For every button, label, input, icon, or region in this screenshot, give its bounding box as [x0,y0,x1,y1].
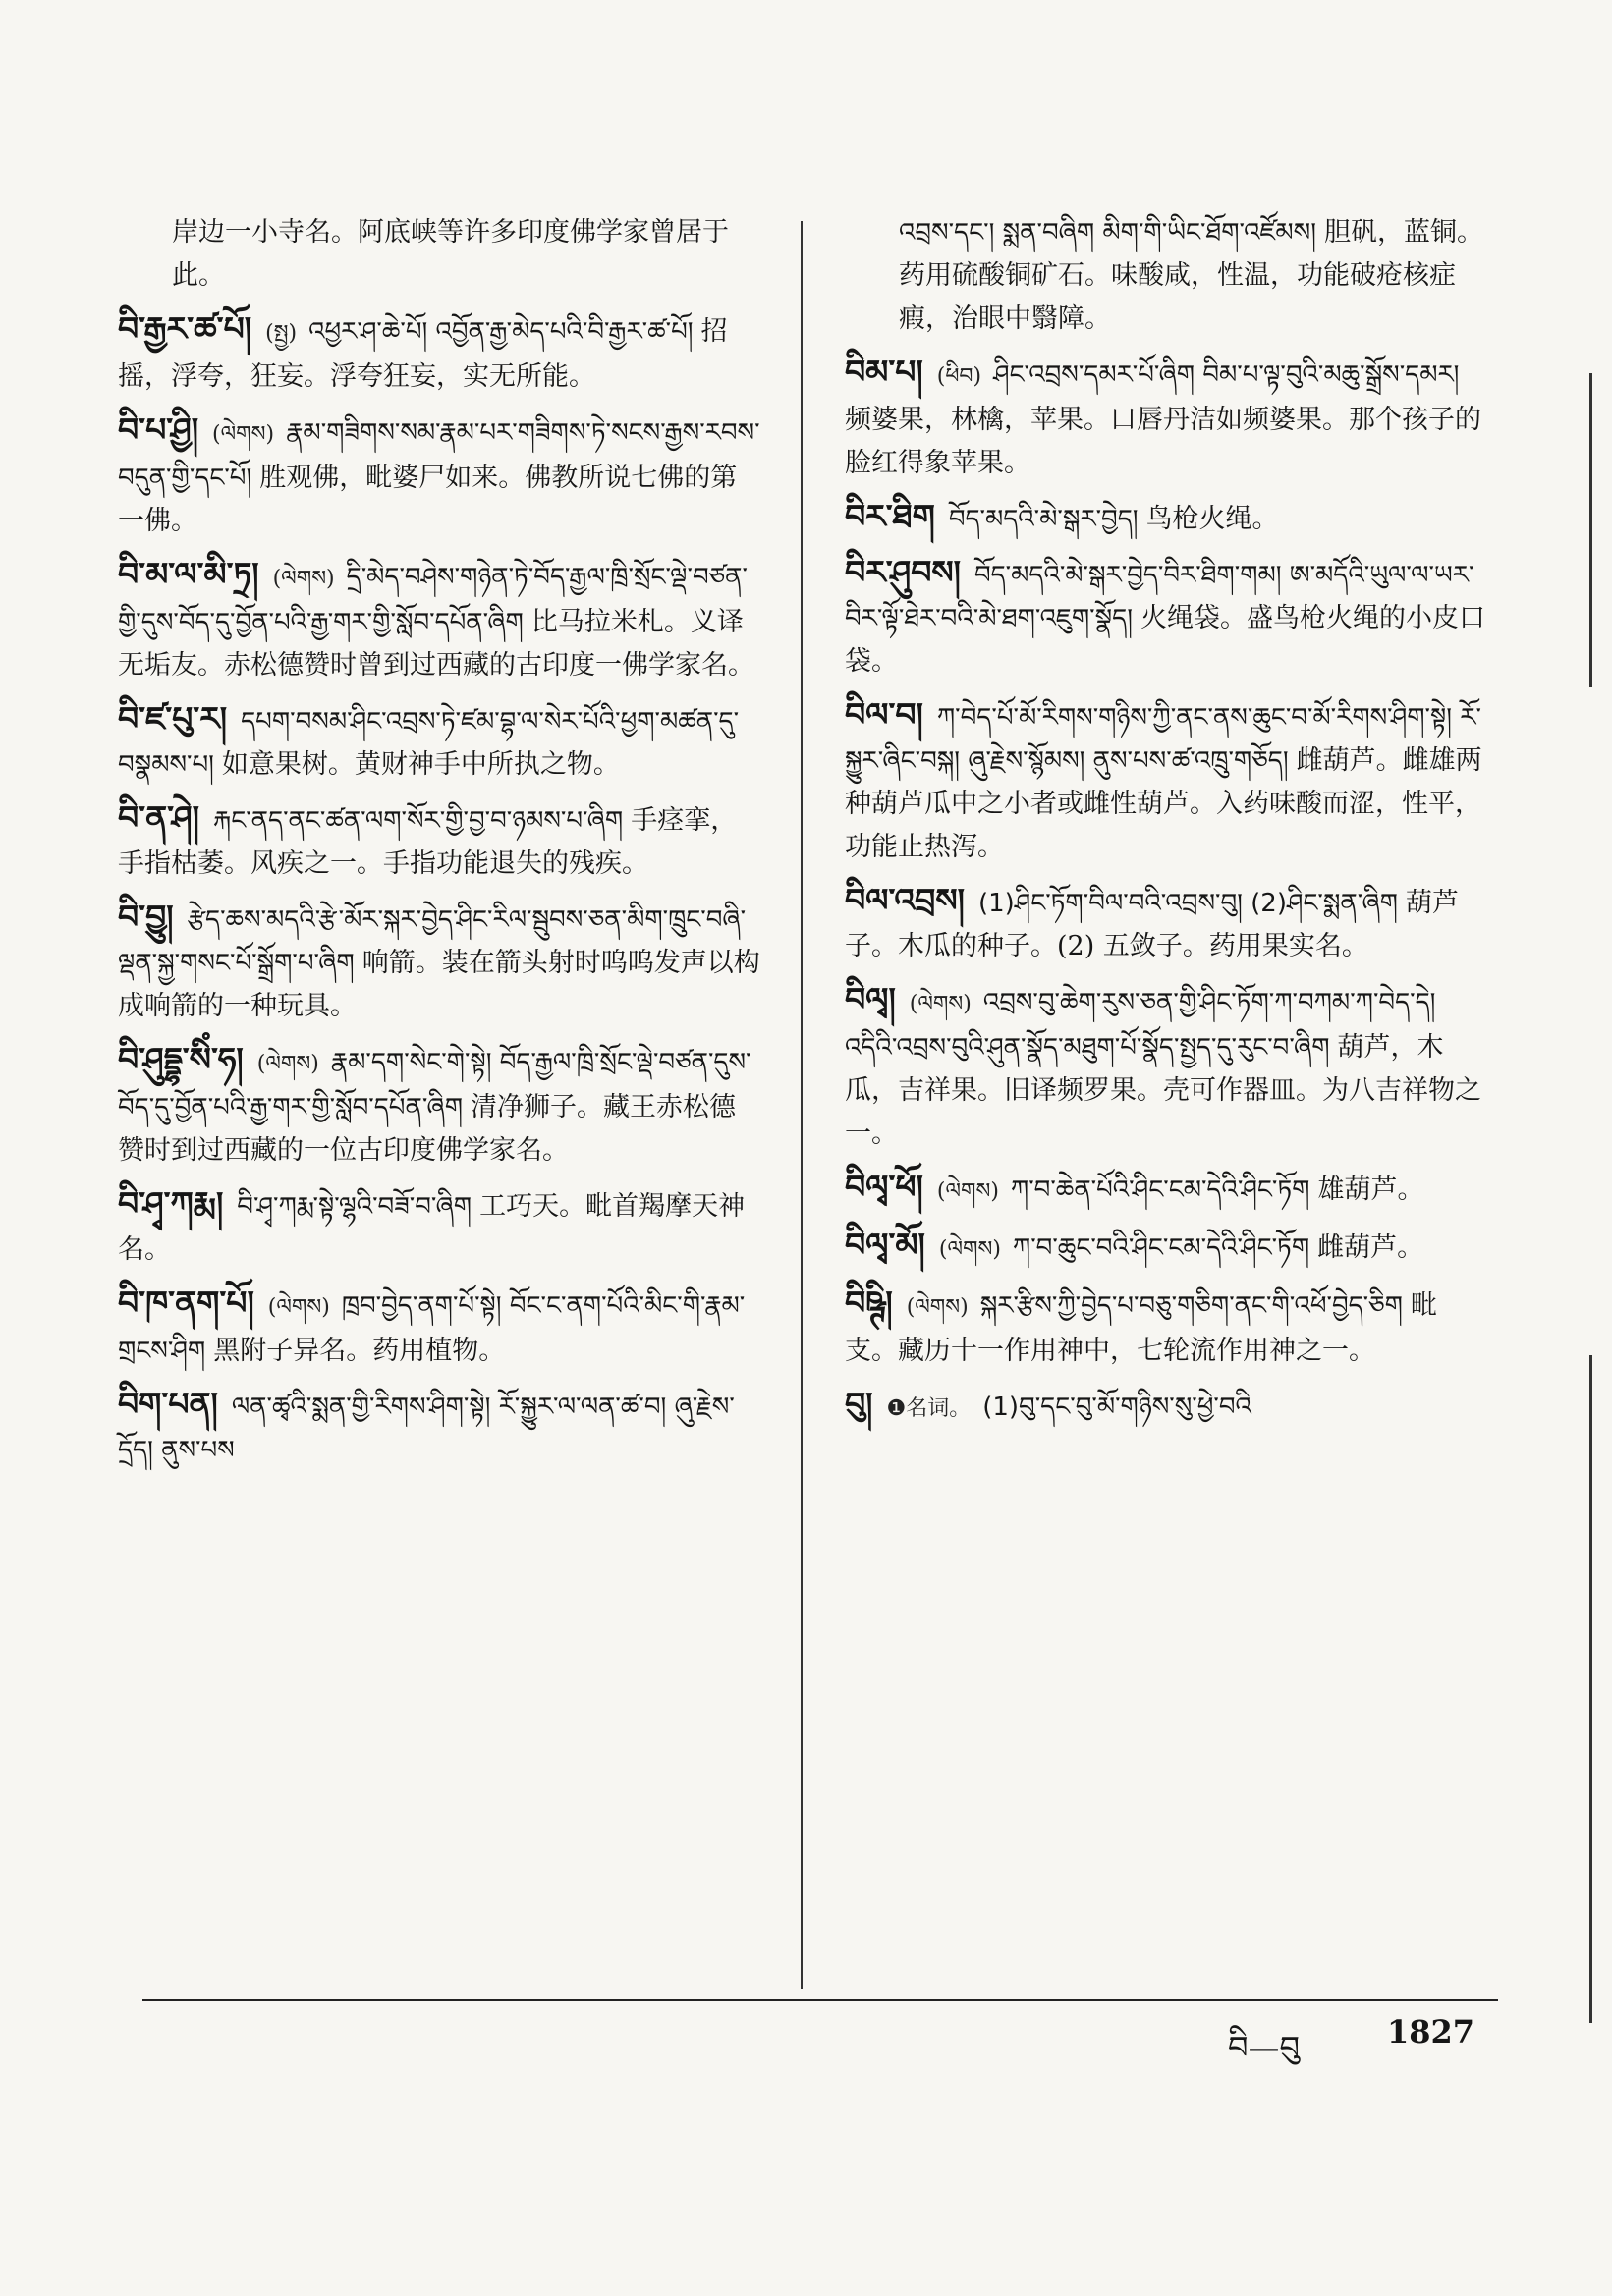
right-column [845,211,1488,1441]
grammar-tag: ❶名词。 [886,1396,972,1421]
tibetan-definition: རྐང་ནད་ནང་ཚན་ལག་སོར་གྱི་བྱ་བ་ཉམས་པ་ཞིག [212,806,624,836]
tibetan-definition: ཀ་བ་ཆེན་པོའི་ཤིང་ངམ་དེའི་ཤིང་ཏོག [1010,1175,1310,1205]
dictionary-entry [118,307,761,399]
entry-headword: བིར་ཐིག [845,497,935,535]
tibetan-definition: འཕྱར་ཤ་ཆེ་པོ། འབྱོན་རྒྱ་མེད་པའི་བི་རྒྱར་ཚ་པོ། [308,317,694,347]
tibetan-definition: ལན་ཚྭའི་སྨན་གྱི་རིགས་ཤིག་སྟེ། རོ་སྐྱུར་ལ་ལན་ཚ་བ། ཞུ་རྗེས་དྲོད། ནུས་པས [118,1393,735,1465]
chinese-definition: 毗支。藏历十一作用神中，七轮流作用神之一。 [845,1290,1437,1366]
tibetan-definition: དྲི་མེད་བཤེས་གཉེན་ཏེ་བོད་རྒྱལ་ཁྲི་སྲོང་ལྡེ་བཙན་གྱི་དུས་བོད་དུ་བྱོན་པའི་རྒྱ་གར་གྱི་སློབ་དཔོན་ཞིག [118,563,748,637]
entry-headword: བིར་ཤུབས། [845,553,961,591]
entry-headword: བིལ་བ། [845,695,923,734]
tibetan-definition: ཀ་བ་ཆུང་བའི་ཤིང་ངམ་དེའི་ཤིང་ཏོག [1012,1233,1310,1263]
chinese-definition: 岸边一小寺名。阿底峡等许多印度佛学家曾居于此。 [172,217,729,291]
entry-headword: བི་ཛ་པུ་ར། [118,699,228,738]
right-edge-mark [1589,373,1592,687]
dictionary-entry [118,896,761,1028]
tibetan-definition: རྣམ་གཟིགས་སམ་རྣམ་པར་གཟིགས་ཏེ་སངས་རྒྱས་རབས་བདུན་གྱི་དང་པོ། [118,418,760,493]
tibetan-definition: རྩེད་ཆས་མདའི་རྩེ་མོར་སྐར་བྱེད་ཤིང་རིལ་སྦུབས་ཅན་མིག་ཁྲུང་བཞི་ལྡན་སྐྱ་གསང་པོ་སྒྲོག་པ་ཞིག [118,905,747,978]
tibetan-definition: རྣམ་དག་སེང་གེ་སྟེ། བོད་རྒྱལ་ཁྲི་སྲོང་ལྡེ་བཙན་དུས་བོད་དུ་བྱོན་པའི་རྒྱ་གར་གྱི་སློབ་དཔོན་ཞིག [118,1048,751,1122]
tibetan-definition: དཔག་བསམ་ཤིང་འབྲས་ཏེ་ཛམ་བྷ་ལ་སེར་པོའི་ཕྱག་མཚན་དུ་བསྣམས་པ། [118,707,740,780]
dictionary-entry [845,351,1488,485]
dictionary-entry [845,978,1488,1156]
tibetan-definition: (1)ཤིང་ཏོག་བིལ་བའི་འབྲས་བུ། (2)ཤིང་སྨན་ཞིག [977,889,1398,918]
entry-headword: བིལ་འབྲས། [845,881,965,919]
chinese-definition: 胜观佛，毗婆尸如来。佛教所说七佛的第一佛。 [118,463,738,536]
entry-headword: བི་ཁ་ནག་པོ། [118,1284,254,1322]
right-edge-mark [1589,1355,1592,2023]
dictionary-entry [845,1166,1488,1214]
dictionary-entry [118,796,761,886]
chinese-definition: 葫芦子。木瓜的种子。(2) 五敛子。药用果实名。 [845,888,1459,961]
dictionary-entry [845,879,1488,968]
chinese-definition: 频婆果，林檎，苹果。口唇丹洁如频婆果。那个孩子的脸红得象苹果。 [845,405,1481,478]
page-number: 1827 [1387,2013,1475,2050]
tibetan-definition: བོད་མདའི་མེ་སྒར་བྱེད་བིར་ཐིག་གམ། ཨ་མདོའི་ཡུལ་ལ་ཡར་བིར་ལྟོ་ཐེར་བའི་མེ་ཐག་འཇུག་སྣོད། [845,561,1474,633]
chinese-definition: 招摇，浮夸，狂妄。浮夸狂妄，实无所能。 [118,316,728,392]
dictionary-entry [118,553,761,687]
tibetan-definition: སྐར་རྩིས་ཀྱི་བྱེད་པ་བཅུ་གཅིག་ནང་གི་འཕོ་བྱེད་ཅིག [979,1291,1403,1321]
entry-headword: བིལྭ་མོ། [845,1226,925,1264]
dictionary-entry [845,551,1488,683]
dictionary-entry [118,697,761,787]
tibetan-definition: བི་ཤྭ་ཀརྨ་སྟེ་ལྷའི་བཟོ་བ་ཞིག [237,1192,472,1222]
dictionary-entry [118,1383,761,1472]
chinese-definition: 胆矾，蓝铜。药用硫酸铜矿石。味酸咸，性温，功能破疮核症瘕，治眼中翳障。 [899,217,1483,334]
tibetan-definition: ཤིང་འབྲས་དམར་པོ་ཞིག བིམ་པ་ལྟ་བུའི་མཆུ་སྒྲོས་དམར། [993,360,1460,390]
grammar-tag: (ལེགས) [909,992,972,1016]
entry-headword: བི་མ་ལ་མི་ཏྲ། [118,555,259,593]
chinese-definition: 工巧天。毗首羯摩天神名。 [118,1191,746,1265]
dictionary-entry [118,211,761,298]
tibetan-definition: (1)བུ་དང་བུ་མོ་གཉིས་སུ་ཕྱེ་བའི [982,1393,1251,1422]
dictionary-entry [845,1383,1488,1431]
grammar-tag: (ལེགས) [267,1295,330,1320]
chinese-definition: 雌葫芦。 [1317,1232,1424,1263]
grammar-tag: (ལེགས) [256,1052,319,1076]
entry-headword: བིལྭ་ཕོ། [845,1168,923,1206]
dictionary-entry [118,409,761,543]
chinese-definition: 手痉挛，手指枯萎。风疾之一。手指功能退失的残疾。 [118,805,738,879]
dictionary-entry [845,1282,1488,1373]
tibetan-definition: ཁྲབ་བྱེད་ནག་པོ་སྟེ། བོང་ང་ནག་པོའི་མིང་གི་རྣམ་གྲངས་ཤིག [118,1291,746,1366]
dictionary-entry [845,1224,1488,1272]
entry-headword: བིག་པན། [118,1385,218,1423]
dictionary-entry [118,1282,761,1373]
entry-headword: བི་ཤྭ་ཀརྨ། [118,1184,224,1223]
footer-rule [142,1999,1498,2001]
entry-headword: བིམ་པ། [845,353,923,391]
chinese-definition: 鸟枪火绳。 [1145,504,1279,534]
dictionary-entry [845,211,1488,341]
tibetan-definition: ཀ་བེད་པོ་མོ་རིགས་གཉིས་ཀྱི་ནང་ནས་ཆུང་བ་མོ་རིགས་ཤིག་སྟེ། རོ་སྐྱུར་ཞིང་བསྐ། ཞུ་རྗེས་སྙོམས། ནུས་པས་ཚ་འཁྲུ་གཅོད། [845,703,1481,776]
chinese-definition: 葫芦，木瓜，吉祥果。旧译频罗果。壳可作器皿。为八吉祥物之一。 [845,1032,1481,1149]
grammar-tag: (ལེགས) [212,422,275,447]
chinese-definition: 清净狮子。藏王赤松德赞时到过西藏的一位古印度佛学家名。 [118,1092,737,1166]
dictionary-entry [845,495,1488,541]
chinese-definition: 如意果树。黄财神手中所执之物。 [221,749,620,780]
entry-headword: བི་ཤུདྡྷ་སིཾ་ཧ། [118,1040,244,1078]
chinese-definition: 黑附子异名。药用植物。 [213,1336,506,1366]
page-letter-range: བི—བུ [1228,2029,1301,2066]
grammar-tag: (ལེགས) [906,1295,969,1320]
grammar-tag: (ཕིབ) [936,364,982,389]
column-divider [801,221,803,1989]
tibetan-definition: འབྲས་དང་། སྨན་བཞིག མིག་གི་ཡིང་ཐོག་འཛོམས། [899,218,1316,247]
grammar-tag: (སྤྱ) [265,321,298,346]
entry-headword: བུ། [845,1385,873,1423]
tibetan-definition: འབྲས་བུ་ཆེག་རུས་ཅན་གྱི་ཤིང་ཏོག་ཀ་བཀམ་ཀ་བེད་དེ། འདིའི་འབྲས་བུའི་ཤུན་སྣོད་མཐུག་པོ་སྣོད་སྤྱད་དུ་རུང་བ་ཞིག [845,988,1436,1063]
chinese-definition: 比马拉米札。义译无垢友。赤松德赞时曾到过西藏的古印度一佛学家名。 [118,607,754,681]
chinese-definition: 雄葫芦。 [1317,1175,1424,1205]
entry-headword: བི་ན་ཤེ། [118,798,199,837]
entry-headword: བིལྭ། [845,980,896,1018]
left-column [118,211,761,1482]
grammar-tag: (ལེགས) [938,1237,1001,1262]
dictionary-entry [845,693,1488,869]
tibetan-definition: བོད་མདའི་མེ་སྒར་བྱེད། [948,505,1139,534]
chinese-definition: 雌葫芦。雌雄两种葫芦瓜中之小者或雌性葫芦。入药味酸而涩，性平，功能止热泻。 [845,745,1482,862]
dictionary-entry [118,1038,761,1173]
chinese-definition: 响箭。装在箭头射时呜呜发声以构成响箭的一种玩具。 [118,948,760,1021]
chinese-definition: 火绳袋。盛鸟枪火绳的小皮口袋。 [845,603,1485,677]
dictionary-entry [118,1182,761,1272]
entry-headword: བིཥྚི། [845,1284,893,1322]
grammar-tag: (ལེགས) [936,1179,999,1204]
entry-headword: བི་རྒྱར་ཚ་པོ། [118,309,252,348]
grammar-tag: (ལེགས) [272,567,335,591]
entry-headword: བི་བྱུ། [118,898,174,936]
entry-headword: བི་པ་ཤྱི། [118,410,199,449]
